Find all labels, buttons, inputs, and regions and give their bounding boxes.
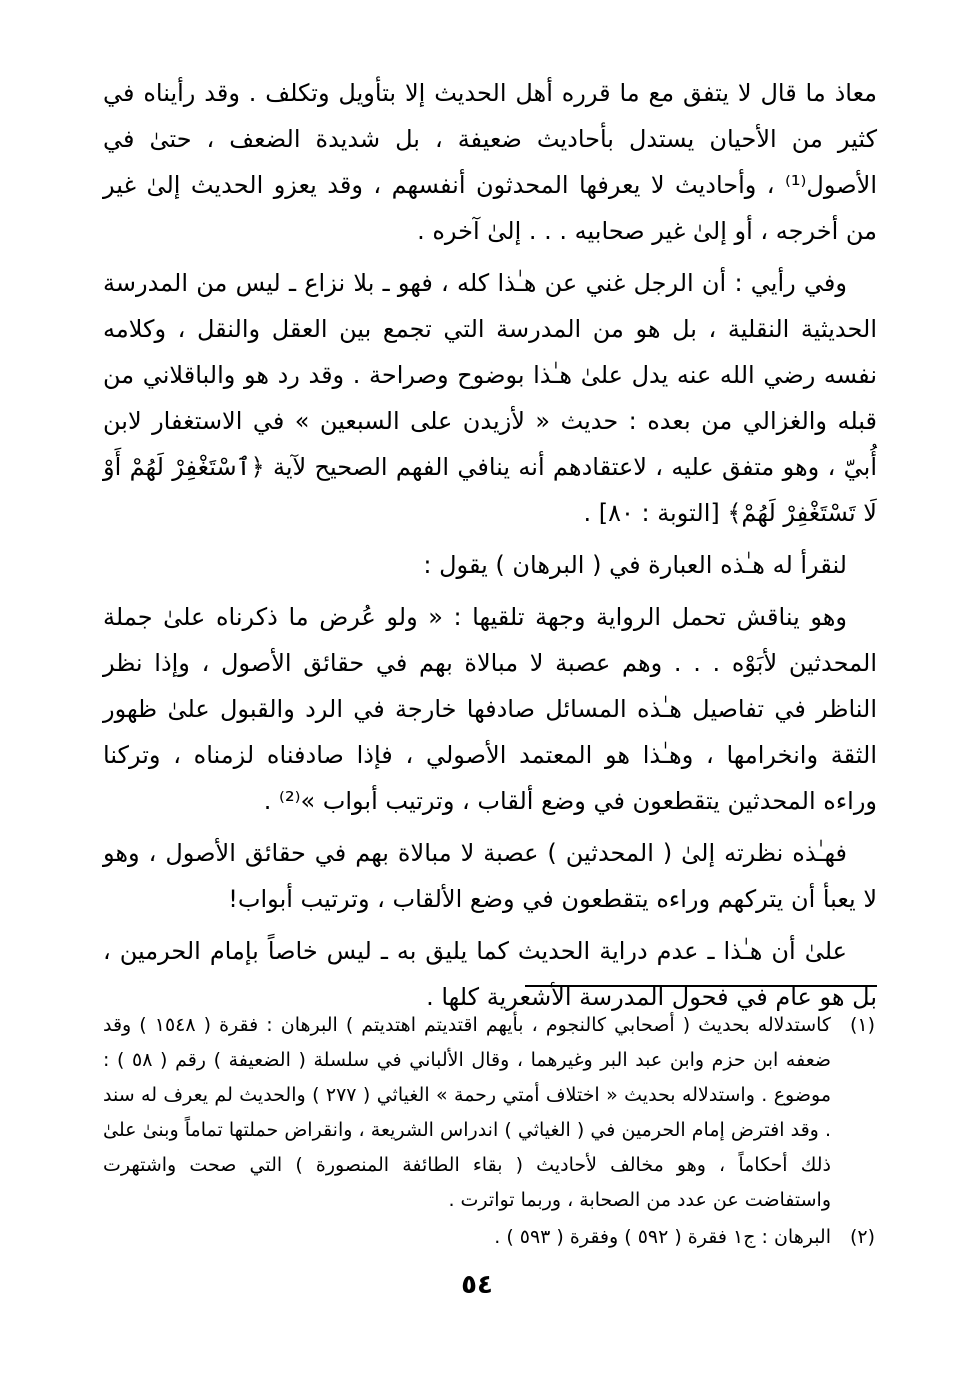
paragraph-3: لنقرأ له هـٰذه العبارة في ( البرهان ) يقول :	[423, 551, 847, 579]
footnote-1	[103, 1008, 875, 1218]
footnote-2-number: (٢)	[849, 1226, 875, 1248]
footnotes	[103, 1008, 875, 1257]
footnote-divider	[525, 985, 877, 987]
main-text	[103, 70, 877, 1026]
paragraph-4-quotation: وهو يناقش تحمل الرواية وجهة تلقيها : « ولو عُرض ما ذكرناه علىٰ جملة المحدثين لأبَوْه . . . وهم عصبة لا مبالاة بهم في حقائق الأصول ، وإذا نظر الناظر في تفاصيل هـٰذه المسائل صادفها خارجة في الرد والقبول علىٰ ظهور الثقة وانخرامها ، وهـٰذا هو المعتمد الأصولي ، فإذا صادفناه لزمناه ، وتركنا وراءه المحدثين يتقطعون في وضع ألقاب ، وترتيب أبواب »⁽²⁾ .	[103, 603, 877, 815]
footnote-1-text: كاستدلاله بحديث ( أصحابي كالنجوم ، بأيهم اقتديتم اهتديتم ) البرهان : فقرة ( ١٥٤٨ ) وقد ضعفه ابن حزم وابن عبد البر وغيرهما ، وقال الألباني في سلسلة ( الضعيفة ) رقم ( ٥٨ ) : موضوع . واستدلاله بحديث « اختلاف أمتي رحمة » الغياثي ( ٢٧٧ ) والحديث لم يعرف له سند . وقد افترض إمام الحرمين في ( الغياثي ) اندراس الشريعة ، وانقراض حملتها تماماً وبنىٰ علىٰ ذلك أحكاماً ، وهو مخالف لأحاديث ( بقاء الطائفة المنصورة ) التي صحت واشتهرت واستفاضت عن عدد من الصحابة ، وربما تواترت .	[103, 1014, 831, 1211]
footnote-2	[103, 1220, 875, 1255]
paragraph-5: فهـٰذه نظرته إلىٰ ( المحدثين ) عصبة لا مبالاة بهم في حقائق الأصول ، وهو لا يعبأ أن يتركهم وراءه يتقطعون في وضع الألقاب ، وترتيب أبواب!	[103, 839, 877, 913]
paragraph-1: معاذ ما قال لا يتفق مع ما قرره أهل الحديث إلا بتأويل وتكلف . وقد رأيناه في كثير من الأحيان يستدل بأحاديث ضعيفة ، بل شديدة الضعف ، حتىٰ في الأصول⁽¹⁾ ، وأحاديث لا يعرفها المحدثون أنفسهم ، وقد يعزو الحديث إلىٰ غير من أخرجه ، أو إلىٰ غير صحابيه . . . إلىٰ آخره .	[103, 79, 877, 245]
paragraph-2: وفي رأيي : أن الرجل غني عن هـٰذا كله ، فهو ـ بلا نزاع ـ ليس من المدرسة الحديثية النقلية ، بل هو من المدرسة التي تجمع بين العقل والنقل ، وكلامه نفسه رضي الله عنه يدل علىٰ هـٰذا بوضوح وصراحة . وقد رد هو والباقلاني من قبله والغزالي من بعده : حديث « لأزيدن على السبعين » في الاستغفار لابن أُبيّ ، وهو متفق عليه ، لاعتقادهم أنه ينافي الفهم الصحيح لآية ﴿ٱسْتَغْفِرْ لَهُمْ أَوْ لَا تَسْتَغْفِرْ لَهُمْ﴾ [التوبة : ٨٠] .	[103, 269, 877, 527]
footnote-1-number: (١)	[849, 1014, 875, 1036]
paragraph-6: علىٰ أن هـٰذا ـ عدم دراية الحديث كما يليق به ـ ليس خاصاً بإمام الحرمين ، بل هو عام في فحول المدرسة الأشعرية كلها .	[103, 937, 877, 1011]
footnote-2-text: البرهان : ج١ فقرة ( ٥٩٢ ) وفقرة ( ٥٩٣ ) .	[494, 1226, 831, 1248]
page-number: ٥٤	[461, 1270, 493, 1300]
